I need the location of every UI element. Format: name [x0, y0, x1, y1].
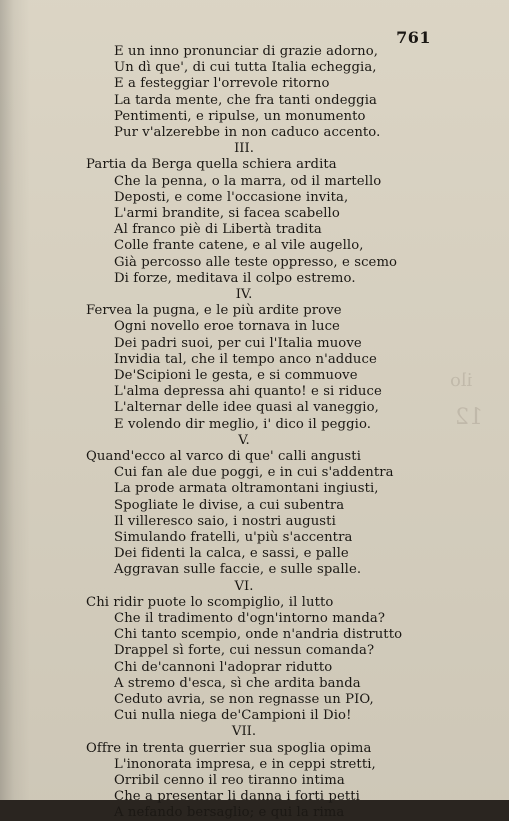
page-number: 761	[396, 28, 431, 47]
verse-line: De'Scipioni le gesta, e si commuove	[114, 368, 358, 383]
verse-line: E un inno pronunciar di grazie adorno,	[114, 44, 379, 59]
verse-line: Chi de'cannoni l'adoprar ridutto	[114, 659, 333, 675]
verse-line: A nefando bersaglio; e qui la rima	[114, 805, 345, 821]
verse-line: Che a presentar li danna i forti petti	[114, 789, 360, 805]
verse-line: E volendo dir meglio, i' dico il peggio.	[114, 416, 372, 432]
verse-line: La prode armata oltramontani ingiusti,	[114, 481, 379, 497]
verse-line: Quand'ecco al varco di que' calli angusti	[86, 449, 362, 464]
show-through-text: 12	[455, 405, 483, 430]
verse-line: Cui fan ale due poggi, e in cui s'addentra	[114, 465, 394, 481]
verse-line: Pentimenti, e ripulse, un monumento	[114, 108, 366, 124]
verse-line: Di forze, meditava il colpo estremo.	[114, 270, 356, 286]
verse-line: Al franco piè di Libertà tradita	[114, 222, 322, 238]
verse-line: L'inonorata impresa, e in ceppi stretti,	[114, 756, 376, 772]
verse-line: Chi tanto scempio, onde n'andria distrutto	[114, 627, 403, 643]
verse-line: Il villeresco saio, i nostri augusti	[114, 513, 336, 529]
stanza-numeral: III.	[234, 141, 254, 157]
verse-line: Fervea la pugna, e le più ardite prove	[86, 303, 342, 319]
show-through-text: ilo	[450, 370, 473, 391]
verse-line: Un dì que', di cui tutta Italia echeggia,	[114, 60, 377, 76]
verse-line: Simulando fratelli, u'più s'accentra	[114, 530, 353, 545]
stanza-numeral: IV.	[235, 287, 253, 302]
verse-line: Spogliate le divise, a cui subentra	[114, 497, 345, 513]
verse-line: L'alma depressa ahi quanto! e si riduce	[114, 384, 382, 400]
verse-line: Ogni novello eroe tornava in luce	[114, 319, 340, 335]
verse-line: Già percosso alle teste oppresso, e scemo	[114, 254, 398, 270]
verse-line: Ceduto avria, se non regnasse un PIO,	[114, 692, 374, 707]
stanza-numeral: VI.	[234, 578, 254, 594]
verse-line: Colle frante catene, e al vile augello,	[114, 238, 364, 254]
verse-line: L'alternar delle idee quasi al vaneggio,	[114, 400, 379, 416]
verse-line: Offre in trenta guerrier sua spoglia opima	[86, 740, 372, 756]
stanza-numeral: VII.	[231, 724, 257, 740]
verse-line: Orribil cenno il reo tiranno intima	[114, 773, 345, 788]
verse-line: Chi ridir puote lo scompiglio, il lutto	[86, 594, 334, 610]
verse-line: Dei fidenti la calca, e sassi, e palle	[114, 546, 349, 562]
verse-line: Che la penna, o la marra, od il martello	[114, 173, 382, 189]
verse-line: Cui nulla niega de'Campioni il Dio!	[114, 708, 352, 724]
verse-line: Pur v'alzerebbe in non caduco accento.	[114, 125, 381, 140]
verse-line: Invidia tal, che il tempo anco n'adduce	[114, 351, 377, 367]
verse-line: A stremo d'esca, sì che ardita banda	[114, 675, 361, 691]
verse-line: Partia da Berga quella schiera ardita	[86, 157, 337, 173]
verse-line: Che il tradimento d'ogn'intorno manda?	[114, 611, 386, 626]
verse-line: Drappel sì forte, cui nessun comanda?	[114, 643, 375, 659]
verse-line: E a festeggiar l'orrevole ritorno	[114, 76, 330, 92]
verse-line: Deposti, e come l'occasione invita,	[114, 189, 349, 205]
verse-line: La tarda mente, che fra tanti ondeggia	[114, 92, 377, 108]
verse-line: Aggravan sulle faccie, e sulle spalle.	[114, 562, 362, 578]
verse-line: L'armi brandite, si facea scabello	[114, 206, 340, 221]
stanza-numeral: V.	[238, 432, 250, 448]
verse-line: Dei padri suoi, per cui l'Italia muove	[114, 335, 362, 351]
